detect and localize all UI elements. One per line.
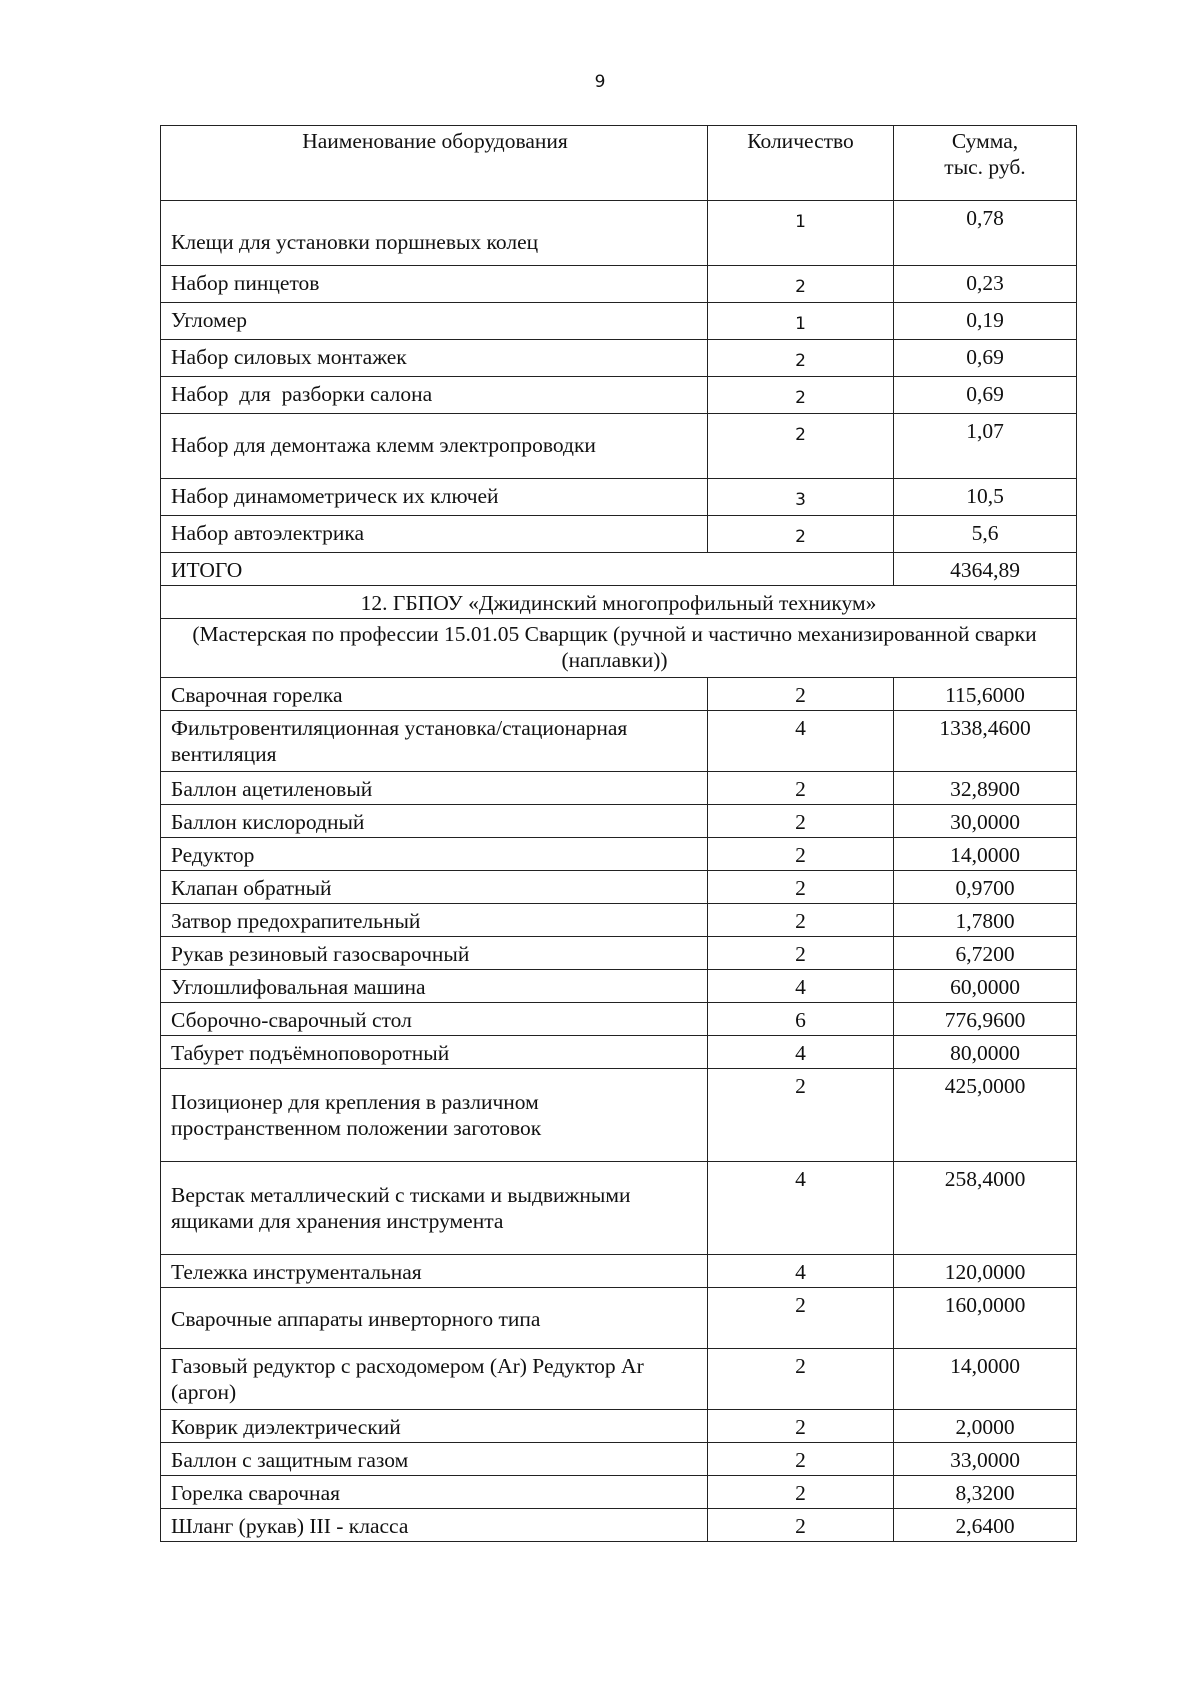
table-row: [161, 1349, 1077, 1410]
table-row: [161, 1003, 1077, 1036]
item-sum: 115,6000: [894, 678, 1077, 711]
section-subtitle-row: [161, 619, 1077, 678]
item-qty: 2: [708, 838, 894, 871]
item-qty: 2: [708, 340, 894, 377]
item-name: Баллон ацетиленовый: [161, 772, 708, 805]
item-sum: 0,69: [894, 377, 1077, 414]
table-row: [161, 805, 1077, 838]
table-row: [161, 871, 1077, 904]
item-qty: 2: [708, 266, 894, 303]
item-sum: 0,9700: [894, 871, 1077, 904]
item-name: Сварочная горелка: [161, 678, 708, 711]
item-sum: 60,0000: [894, 970, 1077, 1003]
section-title-row: [161, 586, 1077, 619]
item-qty: 2: [708, 805, 894, 838]
table-row: [161, 772, 1077, 805]
item-name: Газовый редуктор с расходомером (Ar) Редуктор Ar (аргон): [161, 1349, 708, 1410]
item-sum: 14,0000: [894, 838, 1077, 871]
item-sum: 0,78: [894, 201, 1077, 266]
total-label: ИТОГО: [161, 553, 894, 586]
item-qty: 2: [708, 1476, 894, 1509]
item-name: Клапан обратный: [161, 871, 708, 904]
item-name: Набор для демонтажа клемм электропроводки: [161, 414, 708, 479]
item-qty: 2: [708, 871, 894, 904]
item-name: Набор силовых монтажек: [161, 340, 708, 377]
item-sum: 776,9600: [894, 1003, 1077, 1036]
header-qty: Количество: [708, 126, 894, 201]
table-row: [161, 266, 1077, 303]
header-sum: [894, 126, 1077, 201]
item-name: Горелка сварочная: [161, 1476, 708, 1509]
table-row: [161, 1036, 1077, 1069]
table-row: [161, 414, 1077, 479]
item-sum: 8,3200: [894, 1476, 1077, 1509]
item-sum: 0,23: [894, 266, 1077, 303]
item-name: Коврик диэлектрический: [161, 1410, 708, 1443]
item-name: Рукав резиновый газосварочный: [161, 937, 708, 970]
table-row: [161, 303, 1077, 340]
item-qty: 2: [708, 377, 894, 414]
item-sum: 0,69: [894, 340, 1077, 377]
item-name: Позиционер для крепления в различном пространственном положении заготовок: [161, 1069, 708, 1162]
item-qty: 2: [708, 1349, 894, 1410]
header-name: Наименование оборудования: [161, 126, 708, 201]
item-qty: 4: [708, 1255, 894, 1288]
item-name: Баллон кислородный: [161, 805, 708, 838]
equipment-table: [160, 125, 1077, 1542]
item-qty: 3: [708, 479, 894, 516]
item-sum: 1,07: [894, 414, 1077, 479]
item-sum: 33,0000: [894, 1443, 1077, 1476]
item-qty: 2: [708, 1288, 894, 1349]
item-sum: 1,7800: [894, 904, 1077, 937]
item-sum: 1338,4600: [894, 711, 1077, 772]
item-sum: 6,7200: [894, 937, 1077, 970]
item-qty: 4: [708, 1036, 894, 1069]
item-qty: 2: [708, 1443, 894, 1476]
item-qty: 4: [708, 1162, 894, 1255]
header-sum-line1: Сумма,: [951, 129, 1019, 153]
table-row: [161, 678, 1077, 711]
item-name: Сварочные аппараты инверторного типа: [161, 1288, 708, 1349]
item-name: Баллон с защитным газом: [161, 1443, 708, 1476]
item-qty: 2: [708, 772, 894, 805]
table-row: [161, 1410, 1077, 1443]
table-row: [161, 340, 1077, 377]
table-header-row: [161, 126, 1077, 201]
item-qty: 6: [708, 1003, 894, 1036]
item-qty: 1: [708, 303, 894, 340]
section-title: 12. ГБПОУ «Джидинский многопрофильный техникум»: [161, 586, 1077, 619]
item-name: Верстак металлический с тисками и выдвижными ящиками для хранения инструмента: [161, 1162, 708, 1255]
table-row: [161, 1443, 1077, 1476]
item-name: Табурет подъёмноповоротный: [161, 1036, 708, 1069]
item-sum: 10,5: [894, 479, 1077, 516]
item-sum: 32,8900: [894, 772, 1077, 805]
table-row: [161, 937, 1077, 970]
table-row: [161, 479, 1077, 516]
table-row: [161, 1255, 1077, 1288]
item-sum: 5,6: [894, 516, 1077, 553]
item-qty: 2: [708, 516, 894, 553]
item-qty: 2: [708, 678, 894, 711]
item-qty: 4: [708, 711, 894, 772]
item-qty: 2: [708, 1069, 894, 1162]
item-sum: 120,0000: [894, 1255, 1077, 1288]
item-sum: 80,0000: [894, 1036, 1077, 1069]
table-row: [161, 201, 1077, 266]
item-qty: 1: [708, 201, 894, 266]
table-row: [161, 1288, 1077, 1349]
item-name: Шланг (рукав) III - класса: [161, 1509, 708, 1542]
table-row: [161, 377, 1077, 414]
item-sum: 30,0000: [894, 805, 1077, 838]
header-sum-line2: тыс. руб.: [944, 155, 1026, 179]
table-row: [161, 970, 1077, 1003]
item-sum: 258,4000: [894, 1162, 1077, 1255]
table-row: [161, 1476, 1077, 1509]
table-row: [161, 1162, 1077, 1255]
item-name: Набор пинцетов: [161, 266, 708, 303]
item-qty: 4: [708, 970, 894, 1003]
item-qty: 2: [708, 414, 894, 479]
item-qty: 2: [708, 1509, 894, 1542]
section-subtitle: (Мастерская по профессии 15.01.05 Сварщик (ручной и частично механизированной сварки (наплавки)): [161, 619, 1077, 678]
item-name: Тележка инструментальная: [161, 1255, 708, 1288]
item-name: Набор для разборки салона: [161, 377, 708, 414]
item-qty: 2: [708, 1410, 894, 1443]
table-row: [161, 904, 1077, 937]
page-number: 9: [594, 72, 606, 92]
item-sum: 0,19: [894, 303, 1077, 340]
item-name: Набор динамометрическ их ключей: [161, 479, 708, 516]
item-name: Редуктор: [161, 838, 708, 871]
item-sum: 14,0000: [894, 1349, 1077, 1410]
item-sum: 2,6400: [894, 1509, 1077, 1542]
item-name: Фильтровентиляционная установка/стационарная вентиляция: [161, 711, 708, 772]
item-name: Затвор предохрапительный: [161, 904, 708, 937]
item-name: Сборочно-сварочный стол: [161, 1003, 708, 1036]
total-sum: 4364,89: [894, 553, 1077, 586]
table-row: [161, 1509, 1077, 1542]
table-row: [161, 516, 1077, 553]
item-name: Клещи для установки поршневых колец: [161, 201, 708, 266]
total-row: [161, 553, 1077, 586]
table-row: [161, 1069, 1077, 1162]
item-qty: 2: [708, 904, 894, 937]
item-name: Угломер: [161, 303, 708, 340]
item-sum: 2,0000: [894, 1410, 1077, 1443]
item-qty: 2: [708, 937, 894, 970]
table-row: [161, 711, 1077, 772]
item-sum: 160,0000: [894, 1288, 1077, 1349]
item-name: Набор автоэлектрика: [161, 516, 708, 553]
item-name: Углошлифовальная машина: [161, 970, 708, 1003]
item-sum: 425,0000: [894, 1069, 1077, 1162]
table-row: [161, 838, 1077, 871]
